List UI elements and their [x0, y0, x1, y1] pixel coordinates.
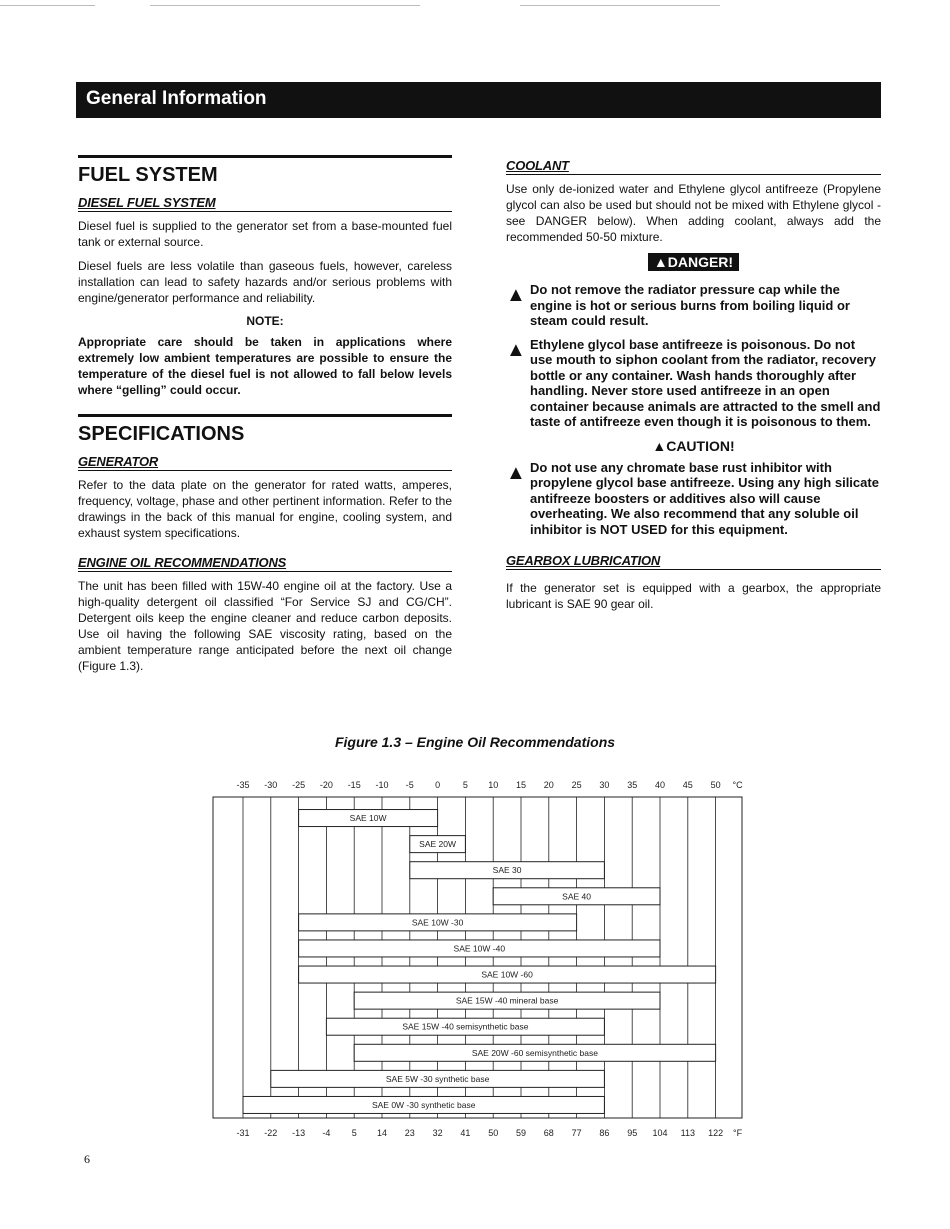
warning-triangle-icon: ▲ — [653, 254, 668, 270]
celsius-tick-label: 15 — [515, 780, 527, 790]
danger-label: DANGER! — [667, 254, 734, 270]
fahrenheit-tick-label: 77 — [571, 1128, 582, 1138]
note-label: NOTE: — [246, 314, 284, 328]
caution-header — [506, 438, 881, 454]
scan-edge-line — [0, 5, 95, 6]
celsius-tick-label: 20 — [543, 780, 554, 790]
oil-grade-label: SAE 15W -40 mineral base — [455, 995, 559, 1006]
fahrenheit-tick-label: -4 — [322, 1128, 331, 1138]
danger-item — [506, 282, 881, 329]
fahrenheit-tick-label: -22 — [264, 1128, 278, 1138]
fahrenheit-tick-label: 113 — [680, 1128, 695, 1138]
fahrenheit-tick-label: 50 — [488, 1128, 499, 1138]
fahrenheit-tick-label: -31 — [236, 1128, 250, 1138]
fahrenheit-tick-label: 68 — [543, 1128, 554, 1138]
oil-viscosity-chart — [200, 770, 760, 1145]
fahrenheit-tick-label: 32 — [432, 1128, 443, 1138]
specifications-title: SPECIFICATIONS — [78, 414, 452, 446]
engine-oil-heading: ENGINE OIL RECOMMENDATIONS — [78, 555, 452, 572]
oil-grade-label: SAE 20W — [419, 839, 457, 850]
diesel-paragraph-2: Diesel fuels are less volatile than gaseous fuels, however, careless installation can lead to safety hazards and/or serious problems with engine/generator performance and reliability. — [78, 259, 452, 305]
fahrenheit-tick-label: 86 — [599, 1128, 610, 1138]
oil-grade-label: SAE 5W -30 synthetic base — [385, 1073, 490, 1084]
warning-triangle-icon: ▲ — [506, 284, 526, 306]
fahrenheit-tick-label: 95 — [627, 1128, 638, 1138]
celsius-tick-label: 50 — [710, 780, 721, 790]
celsius-tick-label: 25 — [571, 780, 582, 790]
gearbox-paragraph: If the generator set is equipped with a gearbox, the appropriate lubricant is SAE 90 gear oil. — [506, 581, 881, 611]
fahrenheit-tick-label: 14 — [376, 1128, 388, 1138]
celsius-tick-label: 10 — [488, 780, 499, 790]
fahrenheit-tick-label: 104 — [652, 1128, 668, 1138]
danger-badge — [648, 253, 739, 271]
oil-grade-label: SAE 10W -40 — [453, 943, 506, 954]
celsius-tick-label: 0 — [435, 780, 441, 790]
celsius-tick-label: 45 — [682, 780, 693, 790]
celsius-tick-label: 5 — [462, 780, 468, 790]
danger-header — [506, 253, 881, 272]
note-text: Appropriate care should be taken in applications where extremely low ambient temperatures are possible to ensure the temperature of the diesel fuel is not allowed to fall below levels where “gelling” could occur. — [78, 335, 452, 397]
coolant-paragraph: Use only de-ionized water and Ethylene glycol antifreeze (Propylene glycol can also be used but should not be mixed with Ethylene glycol - see DANGER below). When adding coolant, always add the recommended 50-50 mixture. — [506, 182, 881, 244]
danger-text-1: Do not remove the radiator pressure cap while the engine is hot or serious burns from boiling liquid or steam could result. — [530, 282, 850, 328]
celsius-tick-label: 30 — [599, 780, 610, 790]
fahrenheit-tick-label: 23 — [404, 1128, 415, 1138]
page-number: 6 — [84, 1152, 90, 1166]
fahrenheit-tick-label: 5 — [351, 1128, 357, 1138]
scan-edge-line — [150, 5, 420, 6]
section-banner — [76, 82, 881, 118]
chart-frame — [213, 797, 742, 1118]
figure-caption: Figure 1.3 – Engine Oil Recommendations — [334, 734, 616, 750]
generator-paragraph: Refer to the data plate on the generator for rated watts, amperes, frequency, voltage, phase and other pertinent information. Refer to the drawings in the back of this manual for engine, cooling system, and exhaust system specifications. — [78, 478, 452, 540]
caution-text-1: Do not use any chromate base rust inhibitor with propylene glycol base antifreeze. Using any high silicate antifreeze boosters or additives also will cause overheating. We also recommend that any soluble oil inhibitor is NOT USED for this equipment. — [530, 459, 879, 537]
danger-item — [506, 337, 881, 430]
gearbox-heading: GEARBOX LUBRICATION — [506, 553, 881, 570]
danger-text-2: Ethylene glycol base antifreeze is poisonous. Do not use mouth to siphon coolant from the radiator, recovery bottle or any container. Wash hands thoroughly after handling. Never store used antifreeze in an open container because animals are attracted to the smell and taste of antifreeze even though it is poisonous to them. — [530, 336, 881, 429]
warning-triangle-icon: ▲ — [652, 437, 667, 454]
celsius-tick-label: -15 — [347, 780, 361, 790]
caution-item — [506, 460, 881, 538]
celsius-tick-label: -5 — [405, 780, 414, 790]
fuel-system-title: FUEL SYSTEM — [78, 155, 452, 187]
banner-title: General Information — [86, 88, 267, 109]
oil-grade-label: SAE 10W -30 — [411, 917, 464, 928]
celsius-tick-label: -25 — [292, 780, 306, 790]
warning-triangle-icon: ▲ — [506, 461, 526, 484]
celsius-tick-label: 40 — [654, 780, 666, 790]
left-column — [78, 155, 452, 682]
right-column — [506, 158, 881, 620]
oil-grade-label: SAE 0W -30 synthetic base — [371, 1099, 476, 1110]
diesel-paragraph-1: Diesel fuel is supplied to the generator set from a base-mounted fuel tank or external source. — [78, 219, 452, 249]
oil-grade-label: SAE 10W -60 — [481, 969, 533, 980]
oil-grade-label: SAE 20W -60 semisynthetic base — [471, 1047, 598, 1058]
oil-grade-label: SAE 40 — [562, 891, 592, 902]
fahrenheit-unit-label: °F — [733, 1128, 743, 1138]
coolant-heading: COOLANT — [506, 158, 881, 175]
celsius-tick-label: -35 — [236, 780, 250, 790]
scan-edge-line — [520, 5, 720, 6]
oil-grade-label: SAE 15W -40 semisynthetic base — [402, 1021, 529, 1032]
fahrenheit-tick-label: 59 — [515, 1128, 527, 1138]
generator-heading: GENERATOR — [78, 454, 452, 471]
oil-grade-label: SAE 10W — [349, 813, 387, 824]
fahrenheit-tick-label: 122 — [708, 1128, 724, 1138]
celsius-tick-label: -30 — [264, 780, 278, 790]
celsius-tick-label: 35 — [627, 780, 638, 790]
engine-oil-paragraph: The unit has been filled with 15W-40 engine oil at the factory. Use a high-quality detergent oil classified “For Service SJ and CG/CH”. Detergent oils keep the engine cleaner and reduce carbon deposits. Use oil having the following SAE viscosity rating, based on the ambient temperature range anticipated before the next oil change (Figure 1.3). — [78, 579, 452, 673]
warning-triangle-icon: ▲ — [506, 338, 526, 361]
oil-grade-label: SAE 30 — [492, 865, 522, 876]
caution-label: CAUTION! — [666, 437, 735, 454]
celsius-unit-label: °C — [732, 780, 743, 790]
celsius-tick-label: -20 — [319, 780, 333, 790]
fahrenheit-tick-label: -13 — [292, 1128, 306, 1138]
diesel-fuel-system-heading: DIESEL FUEL SYSTEM — [78, 195, 452, 212]
celsius-tick-label: -10 — [375, 780, 389, 790]
fahrenheit-tick-label: 41 — [460, 1128, 471, 1138]
